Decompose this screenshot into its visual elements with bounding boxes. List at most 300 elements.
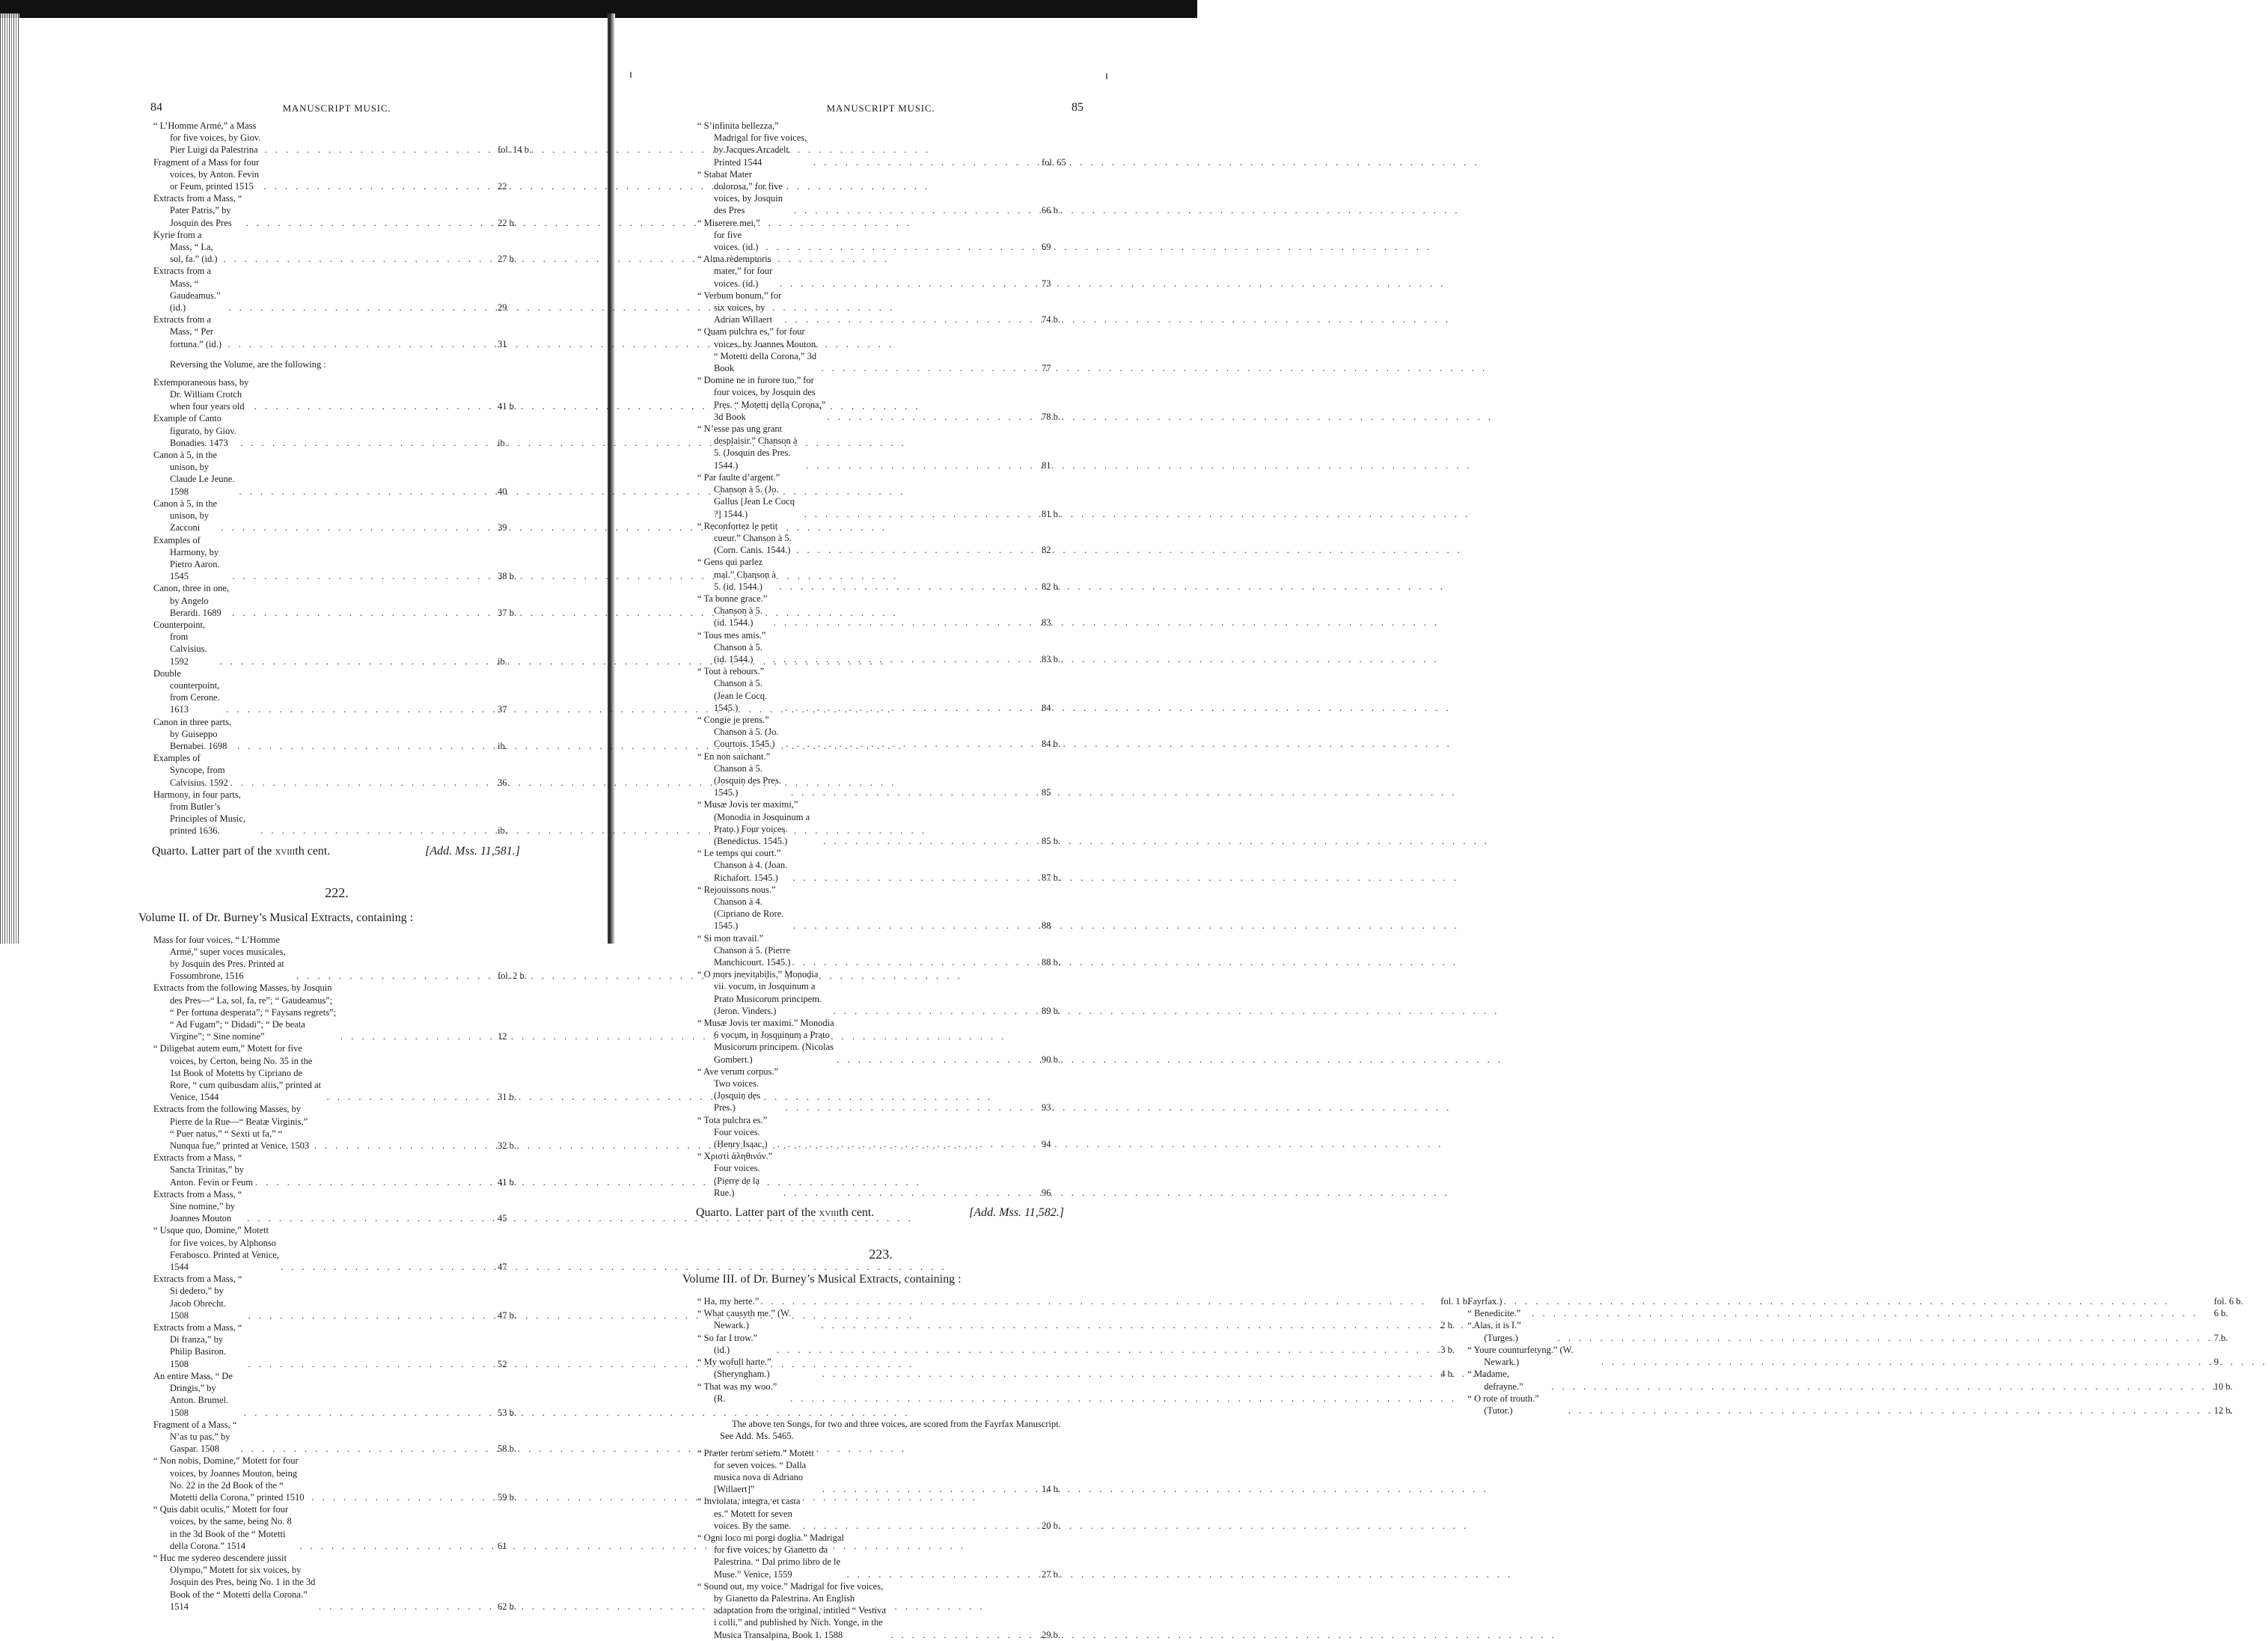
folio-reference: 83 [1042,617,1051,629]
dot-leader [232,607,495,619]
folio-reference: 69 [1042,242,1051,253]
entry-text: “ Huc me sydereo descendere jussit Olympo,” Motett for six voices, by Josquin des Pres, being No. 1 in the 3d Book of the “ Motetti della Corona.” 1514 [153,1552,316,1612]
entry-text: Counterpoint, from Calvisius. 1592 [153,619,207,667]
folio-reference: 83 b. [1042,653,1060,664]
entry-text: “ Ha, my herte.” [697,1296,759,1307]
catalog-entry [697,374,1064,423]
entry-text: “ Reconfortez le petit cueur.” Chanson à 5. (Corn. Canis. 1544.) [697,520,792,556]
dot-leader [1557,1332,2210,1344]
catalog-entry [697,1017,1064,1066]
dot-leader [232,570,495,582]
catalog-entry [697,932,1064,969]
catalog-entry [153,412,520,449]
dot-leader [822,1368,1438,1380]
entry-text: Examples of Syncope, from Calvisius. 1592 [153,753,228,788]
catalog-entry [153,1273,520,1321]
folio-reference: 31 [498,338,507,349]
dot-leader [263,180,495,192]
dot-leader [223,253,495,265]
catalog-entry [153,716,520,753]
dot-leader [240,437,495,449]
folio-reference: 45 [498,1213,507,1224]
dot-leader [230,777,495,789]
dot-leader [837,1054,1039,1066]
dot-leader [760,1295,1437,1307]
entry-text: “ Miserere mei,” for five voices. (id.) [697,217,760,253]
catalog-entry [697,798,1064,847]
entry-text: Fragment of a Mass for four voices, by Anton. Fevin or Feum, printed 1515 [153,156,260,192]
entry-text: Double counterpoint, from Cerone. 1613 [153,667,220,715]
entry-text: Extracts from the following Masses, by Pierre de la Rue—“ Beatæ Virginis,” “ Puer natus,” “ Sexti ut fa,” “ Nunqua fue,” printed at Venice, 1503 [153,1104,310,1152]
catalog-entry [153,1152,520,1188]
folio-reference: 47 b. [498,1310,516,1321]
catalog-entry [153,1455,520,1503]
entry-text: “ Tous mes amis.” Chanson à 5. (id. 1544.) [697,629,766,664]
entry-text: “ Par faulte d’argent.” Chanson à 5. (Jo. Gallus [Jean Le Cocq ?] 1544.) [697,471,795,519]
scan-speck [630,72,632,78]
dot-leader [327,1091,495,1103]
entry-text: “ Inviolata, integra, et casta es.” Motett for seven voices. By the same. [697,1496,801,1531]
catalog-entry [153,1188,520,1225]
folio-reference: 77 [1042,363,1051,374]
catalog-entry [697,168,1064,217]
entry-text: “ Tota pulchra es.” Four voices. (Henry Isaac.) [697,1114,768,1150]
dot-leader [774,617,1039,629]
entry-text: “ Si mon travail.” Chanson à 5. (Pierre Manchicourt. 1545.) [697,932,791,968]
dot-leader [846,1568,1039,1580]
entry-text: Extemporaneous bass, by Dr. William Crotch when four years old [153,376,249,412]
catalog-entry [153,1042,520,1103]
folio-reference: 94 [1042,1139,1051,1150]
catalog-entry [697,290,1064,326]
entry-list [153,376,520,837]
catalog-entry [1467,1393,2233,1417]
entry-text: Fayrfax.) [1467,1296,1503,1307]
catalog-entry [153,934,527,983]
dot-leader [785,702,1039,714]
dot-leader [244,1407,495,1419]
dot-leader [822,362,1039,374]
catalog-entry [153,229,520,266]
catalog-entry [153,1224,520,1273]
shelfmark: [Add. Mss. 11,581.] [425,844,520,858]
entry-text: “ Benedicite.” [1467,1308,1521,1319]
folio-reference: fol. 65 [1042,156,1066,168]
page-number: 85 [1072,101,1083,114]
dot-leader [783,1187,1039,1199]
entry-text: Extracts from a Mass, “ Di franza,” by Philip Basiron. 1508 [153,1322,242,1369]
catalog-entry [1467,1344,2233,1368]
entry-text: “ Congie je prens.” Chanson à 5. (Jo. Courtois. 1545.) [697,714,779,750]
entry-text: Extracts from a Mass, “ Sancta Trinitas,” by Anton. Fevin or Feum [153,1152,254,1188]
folio-reference: 85 b. [1042,835,1060,846]
entry-text: An entire Mass, “ De Dringis,” by Anton. Brumel. 1508 [153,1370,233,1418]
entry-text: “ Quis dabit oculis,” Motett for four voices, by the same, being No. 8 in the 3d Book of the “ Motetti della Corona.” 1514 [153,1504,292,1551]
dot-leader [1532,1307,2210,1319]
dot-leader [806,459,1039,471]
entry-text: “ N’esse pas ung grant desplaisir.” Chanson à 5. (Josquin des Pres. 1544.) [697,424,798,471]
page-number: 84 [150,101,162,114]
entry-text: “ My wofull harte.” (Sheryngham.) [697,1357,771,1380]
catalog-entry [697,714,1064,751]
folio-reference: 89 b. [1042,1005,1060,1016]
entry-text: “ Χριστὶ ἀληθινόν.” Four voices. (Pierre de la Rue.) [697,1151,773,1198]
catalog-entry [697,1332,1460,1356]
catalog-entry [697,1356,1460,1380]
entry-text: Mass for four voices, “ L’Homme Armé,” super voces musicales, by Josquin des Pres. Printed at Fossombrone, 1516 [153,934,286,982]
folio-reference: 37 b. [498,607,516,618]
entry-text: Extracts from a Mass, “ Si dedero,” by Jacob Obrecht. 1508 [153,1274,242,1321]
folio-reference: ib. [498,740,507,751]
entry-text: “ L’Homme Armé,” a Mass for five voices, by Giov. Pier Luigi da Palestrina [153,120,261,156]
folio-reference: 66 b. [1042,205,1060,216]
dot-leader [311,1491,495,1503]
entry-list [153,934,527,1613]
catalog-entry [153,667,520,716]
folio-reference: 32 b. [498,1140,516,1152]
folio-reference: ib. [498,437,507,448]
scan-speck [1106,73,1107,79]
dot-leader [777,1344,1438,1356]
catalog-entry [697,1295,1470,1307]
folio-reference: 52 [498,1358,507,1369]
dot-leader [803,1520,1039,1532]
folio-reference: 36 [498,777,507,788]
entry-text: “ Ogni loco mi porgi doglia.” Madrigal for five voices, by Gianetto da Palestrina. “ Dal primo libro de le Muse.” Venice, 1559 [697,1532,844,1580]
folio-reference: 87 b. [1042,872,1060,883]
catalog-entry [1467,1295,2243,1307]
shelfmark-line [152,845,520,858]
dot-leader [813,156,1039,168]
dot-leader [248,1358,495,1370]
catalog-entry [153,265,520,314]
entry-text: Examples of Harmony, by Pietro Aaron. 1545 [153,534,220,582]
entry-text: Extracts from a Mass, “ Per fortuna.” (id.) [153,314,222,349]
catalog-entry [697,1114,1064,1151]
catalog-entry [153,314,520,350]
dot-leader [791,786,1039,798]
folio-reference: 27 b. [1042,1568,1060,1580]
folio-reference: 88 [1042,920,1051,932]
folio-reference: 47 [498,1262,507,1273]
catalog-entry [1467,1319,2233,1343]
entry-text: Harmony, in four parts, from Butler’s Principles of Music, printed 1636. [153,789,246,837]
folio-reference: 96 [1042,1187,1051,1198]
folio-reference: 12 b. [2213,1405,2233,1416]
folio-reference: ib. [498,825,507,837]
folio-reference: fol. 2 b. [498,971,527,982]
dot-leader [227,338,495,350]
folio-reference: 31 b. [498,1092,516,1103]
folio-reference: 29 [498,302,507,314]
dot-leader [1551,1381,2210,1393]
folio-reference: 82 b. [1042,581,1060,592]
folio-reference: 29 b. [1042,1629,1060,1640]
dot-leader [773,653,1039,665]
entry-text: Canon à 5, in the unison, by Claude Le Jeune. 1598 [153,450,235,497]
folio-reference: 2 b. [1440,1320,1455,1331]
folio-reference: 90 b. [1042,1054,1060,1065]
dot-leader [804,508,1039,520]
folio-reference: 37 [498,704,507,715]
catalog-entry [697,1381,1460,1405]
dot-leader [260,825,495,837]
catalog-entry [153,619,520,667]
dot-leader [790,1393,1437,1405]
catalog-entry [153,982,520,1042]
dot-leader [792,956,1039,968]
folio-reference: fol. 1 b. [1440,1296,1470,1307]
dot-leader [319,1601,495,1613]
entry-text: “ That was my woo.” (R. [697,1381,777,1404]
catalog-entry [153,1503,520,1552]
scan-top-border [0,0,1197,18]
folio-reference: 27 b. [498,254,516,265]
folio-reference: 12 [498,1031,507,1042]
dot-leader [1601,1356,2211,1368]
dot-leader [780,278,1039,290]
catalog-entry [153,192,520,229]
shelfmark-line [696,1206,1064,1220]
catalog-entry [697,326,1064,374]
entry-text: “ Musæ Jovis ter maximi,” (Monodia in Josquinum a Prato.) Four voices. (Benedictus. 1545.) [697,799,810,846]
folio-reference: 10 b. [2213,1381,2233,1392]
folio-reference: 40 [498,486,507,497]
folio-reference: 78 b. [1042,411,1060,422]
entry-text: “ Usque quo, Domine,” Motett for five voices, by Alphonso Ferabosco. Printed at Venice, 1544 [153,1225,279,1273]
catalog-entry [697,556,1064,593]
catalog-entry [697,253,1064,290]
entry-text: “ Rejouissons nous.” Chanson à 4. (Cipriano de Rore. 1545.) [697,884,784,932]
catalog-entry [697,751,1064,799]
dot-leader [255,1176,495,1188]
left-page [138,90,532,1613]
entry-text: Extracts from a Mass, “ Pater Patris,” by Josquin des Pres [153,193,242,228]
dot-leader [765,241,1039,253]
entry-text: “ O mors inevitabilis.” Monodia vii. vocum, in Josquinum a Prato Musicorum principem. (Jeron. Vinders.) [697,969,822,1016]
dot-leader [786,1101,1039,1113]
folio-reference: 41 b. [498,1176,516,1188]
folio-reference: ib. [498,656,507,667]
dot-leader [240,1443,495,1455]
entry-list [153,120,532,350]
entry-text: “ Verbum bonum,” for six voices, by Adrian Willaert [697,290,782,326]
entry-text: “ Gens qui parlez mal.” Chanson à 5. (id. 1544.) [697,557,776,592]
dot-leader [794,204,1039,216]
folio-reference: 41 b. [498,401,516,412]
folio-reference: fol. 6 b. [2213,1296,2243,1307]
dot-leader [248,1310,495,1321]
folio-reference: 9 [2213,1357,2219,1368]
running-head [697,90,1083,120]
dot-leader [246,217,495,229]
catalog-entry [153,1419,520,1455]
dot-leader [890,1629,1039,1641]
entry-text: “ Stabat Mater dolorosa,” for five voices, by Josquin des Pres [697,168,783,216]
folio-reference: 93 [1042,1102,1051,1113]
catalog-entry [1467,1368,2233,1392]
catalog-entry [697,1066,1064,1114]
folio-reference: 14 b. [1042,1484,1060,1495]
dot-leader [796,544,1039,556]
dot-leader [792,872,1039,884]
folio-reference: 82 [1042,545,1051,556]
catalog-entry [697,1580,1064,1641]
folio-reference: 73 [1042,278,1051,289]
scan-page-edges [0,13,19,944]
dot-leader [226,703,495,715]
catalog-entry [153,1321,520,1370]
entry-text: “ Sound out, my voice.” Madrigal for five voices, by Gianetto da Palestrina. An English adaptation from the original, intitled “ Vestiva i colli,” and published by Nich. Yonge, in the Musica Transalpina, Book 1. 1588 [697,1580,886,1640]
running-title: MANUSCRIPT MUSIC. [282,103,391,114]
entry-text: “ Youre counturfetyng.” (W. Newark.) [1467,1344,1574,1368]
dot-leader [281,1261,495,1273]
dot-leader [793,920,1039,932]
entry-text: “ Domine ne in furore tuo,” for four voices, by Josquin des Pres. “ Motetti della Corona,” 3d Book [697,375,826,422]
catalog-entry [697,1447,1064,1496]
catalog-entry [153,1103,520,1152]
folio-reference: 58 b. [498,1443,516,1455]
folio-reference: 4 b. [1440,1369,1455,1380]
dot-leader [247,1212,495,1224]
entry-text: “ O rote of trouth.” (Tutor.) [1467,1393,1539,1416]
volume-heading: Volume II. of Dr. Burney’s Musical Extracts, containing : [138,911,414,924]
dot-leader [296,970,495,982]
dot-leader [779,581,1039,593]
dot-leader [254,400,495,412]
dot-leader [299,1540,495,1552]
catalog-entry [153,534,520,583]
folio-reference: 81 [1042,459,1051,471]
folio-reference: 88 b. [1042,957,1060,968]
entry-text: “ Alas, it is I.” (Turges.) [1467,1320,1521,1343]
folio-reference: 81 b. [1042,508,1060,519]
catalog-entry [697,471,1064,520]
entry-text: “ Tout à rebours.” Chanson à 5. (Jean le Cocq. 1545.) [697,666,768,713]
dot-leader [221,522,495,534]
dot-leader [821,1319,1437,1331]
catalog-entry [697,629,1064,666]
catalog-entry [697,120,1064,168]
folio-reference: 84 b. [1042,739,1060,750]
entry-text: Kyrie from a Mass, “ La, sol, fa.” (id.) [153,229,218,265]
shelfmark: [Add. Mss. 11,582.] [969,1206,1064,1220]
catalog-entry [153,752,520,789]
entry-text: Canon à 5, in the unison, by Zacconi [153,498,218,534]
catalog-entry [697,1307,1460,1331]
dot-leader [265,144,495,156]
entry-text: “ Quam pulchra es,” for four voices, by Joannes Mouton. “ Motetti della Corona,” 3d Book [697,326,819,374]
dot-leader [823,835,1039,847]
dot-leader [1568,1405,2211,1417]
entry-text: “ Le temps qui court.” Chanson à 4. (Joan. Richafort. 1545.) [697,848,788,883]
catalog-entry [153,449,520,498]
date-note: Quarto. Latter part of the xviiith cent. [152,844,331,858]
catalog-entry [697,884,1064,932]
dot-leader [237,740,495,752]
section-number: 223. [869,1247,893,1262]
dot-leader [219,656,495,667]
catalog-entry [697,1150,1064,1199]
catalog-entry [697,520,1064,557]
entry-text: “ Alma rèdemptoris mater,” for four voices. (id.) [697,254,773,289]
entry-text: “ Diligebat autem eum,” Motett for five voices, by Certon, being No. 35 in the 1st Book of Motetts by Cipriano de Rore, “ cum quibusdam aliis,” printed at Venice, 1544 [153,1043,322,1103]
songs-note: The above ten Songs, for two and three voices, are scored from the Fayrfax Manuscript. See Add. Ms. 5465. [720,1419,1061,1442]
catalog-entry [153,1552,520,1613]
entry-text: “ Præter rerum seriem.” Motett for seven voices. “ Dalla musica nova di Adriano [Willaert]” [697,1447,814,1495]
catalog-entry [153,789,520,837]
folio-reference: 38 b. [498,571,516,582]
entry-text: Fragment of a Mass, “ N’as tu pas,” by Gaspar. 1508 [153,1419,237,1455]
catalog-entry [697,968,1064,1017]
entry-text: “ Ave verum corpus.” Two voices. (Josquin des Pres.) [697,1066,779,1113]
folio-reference: 6 b. [2213,1308,2228,1319]
entry-text: “ S’infinita bellezza,” Madrigal for five voices, by Jacques Arcadelt. Printed 1544 [697,120,807,168]
entry-text: “ Non nobis, Domine,” Motett for four voices, by Joannes Mouton, being No. 22 in the 2d Book of the “ Motetti della Corona,” printed 1510 [153,1455,305,1503]
folio-reference: 22 b. [498,217,516,228]
folio-reference: 61 [498,1540,507,1551]
entry-text: “ What causyth me.” (W. Newark.) [697,1308,791,1331]
catalog-entry [697,1532,1064,1580]
entry-text: Canon in three parts, by Guiseppo Bernabei. 1698 [153,716,232,751]
dot-leader [834,1005,1039,1017]
catalog-entry [697,217,1064,254]
dot-leader [827,411,1039,423]
dot-leader [784,314,1039,326]
right-page [682,90,2243,1641]
catalog-entry [153,1370,520,1419]
catalog-entry [1467,1307,2233,1319]
date-note: Quarto. Latter part of the xviiith cent. [696,1206,875,1220]
catalog-entry [697,423,1064,471]
volume-heading: Volume III. of Dr. Burney’s Musical Extracts, containing : [682,1273,962,1286]
entry-text: Extracts from the following Masses, by Josquin des Pres—“ La, sol, fa, re”; “ Gaudeamus”; “ Per fortuna desperata”; “ Faysans regrets”; “ Ad Fugam”; “ Didadi”; “ De beata Virgine”; “ Sine nomine” [153,983,337,1042]
dot-leader [1503,1295,2210,1307]
entry-text: Extracts from a Mass, “ Sine nomine,” by Joannes Mouton [153,1188,242,1224]
catalog-entry [153,156,520,193]
entry-text: Example of Canto figurato, by Giov. Bonadies. 1473 [153,413,236,448]
folio-reference: 84 [1042,702,1051,713]
entry-text: “ En non saichant.” Chanson à 5. (Josquin des Pres. 1545.) [697,751,781,798]
entry-text: “ Musæ Jovis ter maximi.” Monodia 6 vocum, in Josquinum a Prato Musicorum principem. (Nicolas Gombert.) [697,1018,834,1065]
dot-leader [239,486,495,498]
entry-text: Extracts from a Mass, “ Gaudeamus.” (id.) [153,266,221,314]
section-number: 222. [325,884,349,900]
folio-reference: 53 b. [498,1407,516,1418]
entry-text: “ So far I trow.” (id.) [697,1332,758,1355]
dot-leader [340,1030,495,1042]
dot-leader [777,1138,1039,1150]
running-head [150,90,520,120]
songs-two-columns [697,1295,2243,1417]
entry-list [697,120,1064,1199]
dot-leader [228,302,495,314]
entry-text: “ Ta bonne grace.” Chanson à 5. (id. 1544.) [697,593,768,629]
catalog-entry [153,582,520,619]
songs-column [1467,1295,2243,1417]
catalog-entry [153,498,520,534]
catalog-entry [697,593,1064,629]
entry-text: Canon, three in one, by Angelo Berardi. 1689 [153,583,230,618]
folio-reference: 62 b. [498,1601,516,1612]
catalog-entry [153,376,520,413]
dot-leader [822,1483,1039,1495]
entry-list [697,1447,1064,1641]
catalog-entry [153,120,532,156]
folio-reference: 22 [498,181,507,192]
catalog-entry [697,665,1064,714]
running-title: MANUSCRIPT MUSIC. [826,103,935,114]
